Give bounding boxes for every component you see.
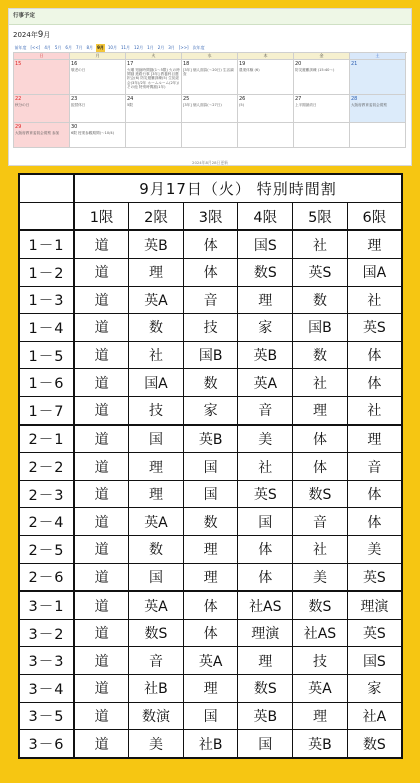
calendar-updated-date: 2024年8月28日更新 [192, 160, 228, 165]
subject-cell: 英A [129, 591, 184, 619]
subject-cell: 道 [74, 508, 129, 536]
subject-cell: 数S [293, 480, 348, 508]
subject-cell: 国 [238, 730, 293, 758]
class-row [19, 230, 402, 258]
calendar-nav-item[interactable]: 5月 [54, 45, 62, 50]
calendar-day-cell[interactable] [182, 123, 238, 148]
day-events: 大阪府教育委員会視察 [351, 103, 387, 107]
day-number: 15 [15, 61, 22, 67]
timetable-title: 9月17日（火） 特別時間割 [74, 174, 402, 202]
subject-cell: 数S [238, 259, 293, 287]
calendar-day-cell[interactable] [14, 60, 70, 95]
day-events: [3年] 個人面談(〜27日) [183, 103, 222, 107]
subject-cell: 社B [183, 730, 238, 758]
calendar-nav-item[interactable]: 1月 [147, 45, 154, 50]
subject-cell: 数 [129, 535, 184, 563]
class-row [19, 702, 402, 730]
subject-cell: 美 [347, 535, 402, 563]
period-header: 1限 [74, 202, 129, 230]
subject-cell: 道 [74, 563, 129, 591]
subject-cell: 美 [238, 425, 293, 453]
day-events: 敬老の日 [71, 68, 86, 72]
subject-cell: 理 [238, 647, 293, 675]
calendar-day-cell[interactable] [70, 95, 126, 123]
calendar-day-cell[interactable] [294, 95, 350, 123]
subject-cell: 道 [74, 453, 129, 481]
subject-cell: 数 [129, 314, 184, 342]
calendar-day-cell[interactable] [182, 95, 238, 123]
subject-cell: 国S [238, 230, 293, 258]
class-row [19, 508, 402, 536]
subject-cell: 音 [293, 508, 348, 536]
subject-cell: 国 [183, 702, 238, 730]
subject-cell: 社 [293, 369, 348, 397]
weekday-label: 木 [238, 53, 294, 60]
subject-cell: 国 [183, 453, 238, 481]
calendar-week-row [14, 60, 407, 95]
subject-cell: 体 [347, 508, 402, 536]
class-label: 1－6 [19, 369, 74, 397]
day-number: 28 [351, 96, 358, 102]
subject-cell: 国B [183, 341, 238, 369]
subject-cell: 国 [129, 425, 184, 453]
weekday-label: 月 [70, 53, 126, 60]
subject-cell: 道 [74, 702, 129, 730]
class-row [19, 480, 402, 508]
subject-cell: 理演 [347, 591, 402, 619]
weekday-label: 火 [126, 53, 182, 60]
calendar-nav-item[interactable]: 次年度 [192, 45, 205, 50]
subject-cell: 体 [293, 425, 348, 453]
subject-cell: 体 [347, 341, 402, 369]
subject-cell: 体 [347, 369, 402, 397]
calendar-nav-item[interactable]: [>>] [178, 45, 189, 50]
day-number: 22 [15, 96, 22, 102]
class-row [19, 675, 402, 703]
calendar-day-cell[interactable] [238, 95, 294, 123]
subject-cell: 理 [129, 259, 184, 287]
subject-cell: 英A [129, 286, 184, 314]
class-row [19, 647, 402, 675]
subject-cell: 社 [347, 396, 402, 424]
subject-cell: 国 [183, 480, 238, 508]
day-events: 振替休日 [71, 103, 86, 107]
class-label: 1－1 [19, 230, 74, 258]
subject-cell: 技 [183, 314, 238, 342]
day-number: 24 [127, 96, 134, 102]
calendar-nav-item[interactable]: 10月 [107, 45, 117, 50]
subject-cell: 道 [74, 230, 129, 258]
subject-cell: 道 [74, 647, 129, 675]
class-label: 2－1 [19, 425, 74, 453]
class-label: 1－3 [19, 286, 74, 314]
subject-cell: 社 [293, 230, 348, 258]
subject-cell: 国S [347, 647, 402, 675]
subject-cell: 数 [293, 286, 348, 314]
day-number: 29 [15, 124, 22, 130]
subject-cell: 英S [347, 563, 402, 591]
subject-cell: 美 [293, 563, 348, 591]
day-events: 大阪府教育委員会視察 参加 [15, 131, 60, 135]
period-header: 4限 [238, 202, 293, 230]
subject-cell: 英B [238, 702, 293, 730]
calendar-day-cell[interactable] [294, 60, 350, 95]
subject-cell: 社B [129, 675, 184, 703]
subject-cell: 道 [74, 591, 129, 619]
class-row [19, 259, 402, 287]
calendar-day-cell[interactable] [238, 123, 294, 148]
class-label: 1－7 [19, 396, 74, 424]
calendar-month-suffix: 月 [43, 31, 51, 39]
day-events: 秋分の日 [15, 103, 30, 107]
subject-cell: 道 [74, 480, 129, 508]
subject-cell: 道 [74, 341, 129, 369]
subject-cell: 英A [129, 508, 184, 536]
special-timetable [18, 173, 403, 759]
subject-cell: 英A [238, 369, 293, 397]
day-events: 農業体験 (6) [239, 68, 260, 72]
calendar-day-cell[interactable] [350, 60, 406, 95]
subject-cell: 理 [183, 535, 238, 563]
calendar-day-cell[interactable] [238, 60, 294, 95]
class-label: 3－6 [19, 730, 74, 758]
calendar-nav-item[interactable]: 7月 [75, 45, 83, 50]
subject-cell: 体 [293, 453, 348, 481]
subject-cell: 数S [238, 675, 293, 703]
class-row [19, 341, 402, 369]
subject-cell: 理 [293, 396, 348, 424]
subject-cell: 美 [129, 730, 184, 758]
day-number: 21 [351, 61, 358, 67]
day-events: 防災避難訓練 (15:40〜) [295, 68, 335, 72]
class-label: 1－4 [19, 314, 74, 342]
subject-cell: 理 [238, 286, 293, 314]
calendar-nav-item[interactable]: 6月 [65, 45, 72, 50]
day-number: 23 [71, 96, 78, 102]
class-row [19, 396, 402, 424]
class-row [19, 453, 402, 481]
calendar-day-cell[interactable] [70, 123, 126, 148]
subject-cell: 数 [183, 369, 238, 397]
subject-cell: 英B [293, 730, 348, 758]
calendar-month-title [9, 25, 411, 42]
calendar-nav-item[interactable]: 4月 [44, 45, 51, 50]
calendar-day-cell[interactable] [126, 123, 182, 148]
calendar-day-cell[interactable] [126, 60, 182, 95]
subject-cell: 英B [238, 341, 293, 369]
subject-cell: 理 [183, 563, 238, 591]
subject-cell: 体 [183, 259, 238, 287]
subject-cell: 社 [238, 453, 293, 481]
class-label: 1－2 [19, 259, 74, 287]
weekday-label: 日 [14, 53, 70, 60]
subject-cell: 英S [238, 480, 293, 508]
class-row [19, 425, 402, 453]
class-label: 3－4 [19, 675, 74, 703]
subject-cell: 理 [347, 230, 402, 258]
subject-cell: 道 [74, 730, 129, 758]
subject-cell: 数S [293, 591, 348, 619]
day-number: 19 [239, 61, 246, 67]
day-number: 25 [183, 96, 190, 102]
subject-cell: 英S [347, 619, 402, 647]
period-header: 2限 [129, 202, 184, 230]
subject-cell: 社A [347, 702, 402, 730]
class-label: 3－5 [19, 702, 74, 730]
weekday-label: 水 [182, 53, 238, 60]
calendar-nav-item[interactable]: 9月 [96, 44, 106, 53]
class-row [19, 535, 402, 563]
subject-cell: 家 [183, 396, 238, 424]
corner-cell [19, 202, 74, 230]
corner-cell [19, 174, 74, 202]
subject-cell: 社 [293, 535, 348, 563]
day-events: 火曜 短縮時間割(1〜5限) 火の時間割 進路行事 [3年] 教養科目選択会(6) 防災避難訓練(5) 生徒総会(3年)/2年 ホームルーム(2年)/その他 特別時間割(1年) [127, 68, 180, 89]
subject-cell: 道 [74, 619, 129, 647]
subject-cell: 社 [347, 286, 402, 314]
subject-cell: 英B [183, 425, 238, 453]
subject-cell: 社 [129, 341, 184, 369]
event-calendar-panel [8, 8, 412, 166]
subject-cell: 音 [183, 286, 238, 314]
subject-cell: 国A [129, 369, 184, 397]
subject-cell: 体 [183, 619, 238, 647]
calendar-day-cell[interactable] [294, 123, 350, 148]
subject-cell: 音 [129, 647, 184, 675]
class-label: 2－2 [19, 453, 74, 481]
calendar-day-cell[interactable] [182, 60, 238, 95]
subject-cell: 英A [293, 675, 348, 703]
subject-cell: 国B [293, 314, 348, 342]
subject-cell: 道 [74, 425, 129, 453]
subject-cell: 体 [183, 591, 238, 619]
calendar-week-row [14, 123, 407, 148]
day-number: 26 [239, 96, 246, 102]
period-header: 3限 [183, 202, 238, 230]
subject-cell: 体 [347, 480, 402, 508]
subject-cell: 道 [74, 369, 129, 397]
calendar-nav-item[interactable]: 8月 [86, 45, 94, 50]
subject-cell: 理演 [238, 619, 293, 647]
subject-cell: 技 [129, 396, 184, 424]
subject-cell: 数S [347, 730, 402, 758]
calendar-day-cell[interactable] [350, 95, 406, 123]
subject-cell: 理 [183, 675, 238, 703]
calendar-grid [13, 52, 407, 148]
day-number: 27 [295, 96, 302, 102]
day-events: 6限 授業参観期間(〜10/4) [71, 131, 115, 135]
subject-cell: 体 [183, 230, 238, 258]
day-number: 30 [71, 124, 78, 130]
subject-cell: 英B [129, 230, 184, 258]
weekday-header-row [14, 53, 407, 60]
class-row [19, 563, 402, 591]
class-label: 2－3 [19, 480, 74, 508]
calendar-nav-item[interactable]: 11月 [120, 45, 131, 50]
subject-cell: 英S [347, 314, 402, 342]
timetable-table [18, 173, 403, 759]
class-row [19, 369, 402, 397]
class-label: 3－3 [19, 647, 74, 675]
day-events: [3年] 個人面談(〜20日) 生活調査 [183, 68, 234, 77]
subject-cell: 理 [293, 702, 348, 730]
subject-cell: 英S [293, 259, 348, 287]
day-number: 17 [127, 61, 134, 67]
calendar-nav-item[interactable]: 2月 [157, 45, 165, 50]
day-events: (5) [239, 103, 245, 107]
class-row [19, 730, 402, 758]
subject-cell: 道 [74, 675, 129, 703]
subject-cell: 道 [74, 286, 129, 314]
subject-cell: 社AS [293, 619, 348, 647]
subject-cell: 音 [347, 453, 402, 481]
class-row [19, 286, 402, 314]
period-header: 6限 [347, 202, 402, 230]
subject-cell: 社AS [238, 591, 293, 619]
subject-cell: 国A [347, 259, 402, 287]
calendar-year: 2024年 [13, 31, 38, 39]
class-row [19, 619, 402, 647]
calendar-nav-item[interactable]: 前年度 [14, 45, 27, 50]
subject-cell: 道 [74, 259, 129, 287]
subject-cell: 道 [74, 396, 129, 424]
period-header-row [19, 202, 402, 230]
subject-cell: 体 [238, 563, 293, 591]
class-label: 1－5 [19, 341, 74, 369]
subject-cell: 理 [347, 425, 402, 453]
class-row [19, 591, 402, 619]
calendar-week-row [14, 95, 407, 123]
subject-cell: 技 [293, 647, 348, 675]
subject-cell: 国 [129, 563, 184, 591]
weekday-label: 金 [294, 53, 350, 60]
calendar-day-cell[interactable] [70, 60, 126, 95]
class-label: 2－6 [19, 563, 74, 591]
calendar-month-number: 9 [37, 30, 44, 40]
day-number: 16 [71, 61, 78, 67]
weekday-label: 土 [350, 53, 406, 60]
subject-cell: 道 [74, 535, 129, 563]
class-row [19, 314, 402, 342]
day-number: 18 [183, 61, 190, 67]
day-number: 20 [295, 61, 302, 67]
day-events: 5限 [127, 103, 133, 107]
subject-cell: 数演 [129, 702, 184, 730]
subject-cell: 英A [183, 647, 238, 675]
period-header: 5限 [293, 202, 348, 230]
subject-cell: 体 [238, 535, 293, 563]
subject-cell: 数 [293, 341, 348, 369]
timetable-title-row [19, 174, 402, 202]
calendar-nav-item[interactable]: 12月 [134, 45, 144, 50]
subject-cell: 道 [74, 314, 129, 342]
class-label: 2－4 [19, 508, 74, 536]
calendar-day-cell[interactable] [14, 95, 70, 123]
day-events: 上半期最終日 [295, 103, 317, 107]
calendar-header: 行事予定 [9, 9, 411, 25]
calendar-day-cell[interactable] [126, 95, 182, 123]
subject-cell: 理 [129, 453, 184, 481]
class-label: 3－1 [19, 591, 74, 619]
class-label: 3－2 [19, 619, 74, 647]
calendar-nav-item[interactable]: 3月 [168, 45, 175, 50]
subject-cell: 国 [238, 508, 293, 536]
subject-cell: 家 [347, 675, 402, 703]
subject-cell: 家 [238, 314, 293, 342]
subject-cell: 数 [183, 508, 238, 536]
calendar-nav-item[interactable]: [<<] [30, 45, 41, 50]
subject-cell: 理 [129, 480, 184, 508]
calendar-day-cell[interactable] [14, 123, 70, 148]
calendar-day-cell[interactable] [350, 123, 406, 148]
subject-cell: 数S [129, 619, 184, 647]
class-label: 2－5 [19, 535, 74, 563]
subject-cell: 音 [238, 396, 293, 424]
